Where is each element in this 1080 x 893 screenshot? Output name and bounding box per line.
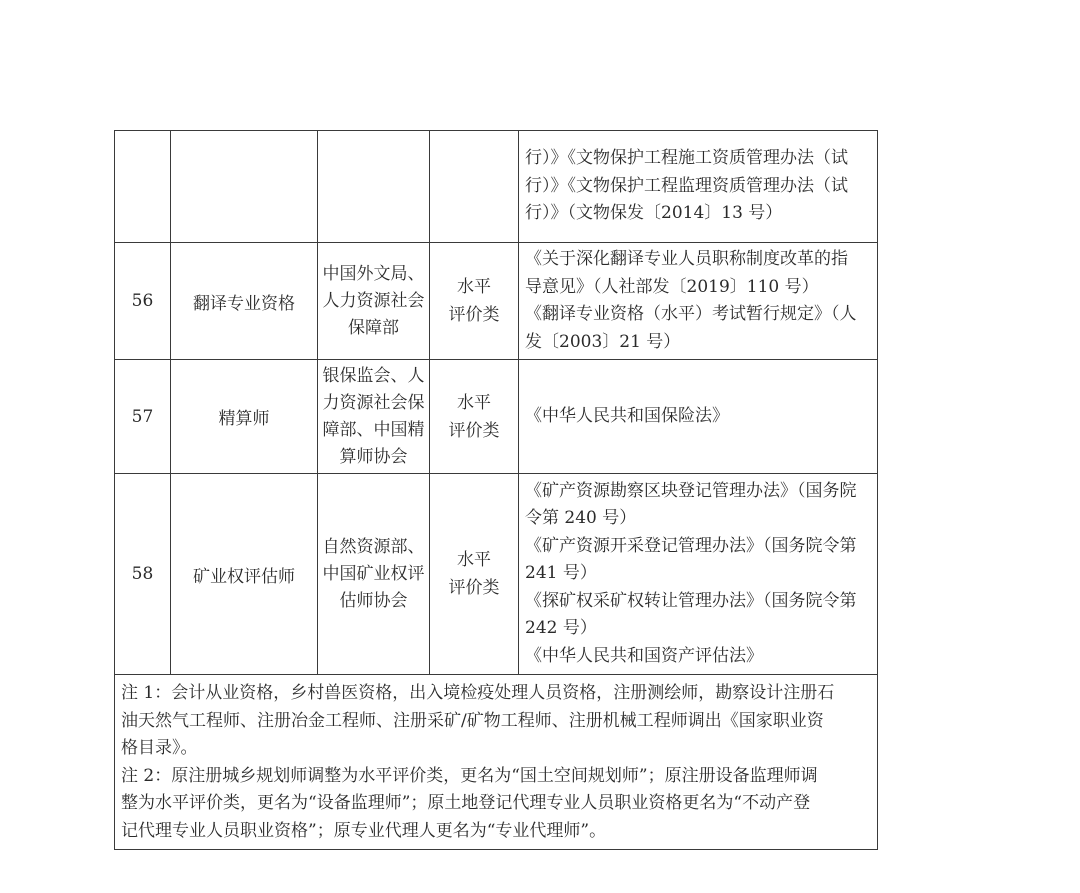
type-line: 水平 bbox=[457, 550, 491, 570]
basis-line: 发〔2003〕21 号） bbox=[525, 331, 681, 352]
basis-line: 《探矿权采矿权转让管理办法》（国务院令第 bbox=[525, 590, 857, 611]
note-line: 格目录》。 bbox=[121, 738, 198, 758]
basis-cell bbox=[519, 243, 878, 360]
type-line: 水平 bbox=[457, 392, 491, 413]
qualification-table bbox=[114, 130, 878, 850]
type-line: 评价类 bbox=[448, 420, 500, 441]
table-row bbox=[115, 474, 878, 675]
department-cell bbox=[318, 360, 430, 474]
type-cell bbox=[430, 131, 519, 243]
row-number-cell bbox=[115, 360, 171, 474]
type-cell bbox=[430, 243, 519, 360]
type-cell bbox=[430, 360, 519, 474]
department-line: 自然资源部、 bbox=[322, 536, 425, 557]
department-line: 障部、中国精 bbox=[322, 419, 425, 440]
basis-cell bbox=[519, 131, 878, 243]
department-line: 估师协会 bbox=[339, 590, 408, 611]
department-line: 中国外文局、 bbox=[322, 263, 425, 284]
basis-line: 242 号） bbox=[525, 618, 597, 639]
department-cell bbox=[318, 474, 430, 675]
row-number-cell bbox=[115, 243, 171, 360]
department-line: 保障部 bbox=[348, 317, 399, 338]
department-line: 中国矿业权评 bbox=[322, 563, 425, 584]
department-cell bbox=[318, 131, 430, 243]
row-number-cell bbox=[115, 474, 171, 675]
qualification-name-cell bbox=[171, 243, 318, 360]
type-line: 水平 bbox=[457, 277, 491, 297]
note-line: 整为水平评价类，更名为“设备监理师”；原土地登记代理专业人员职业资格更名为“不动产登 bbox=[121, 793, 811, 813]
basis-line: 《关于深化翻译专业人员职称制度改革的指 bbox=[525, 249, 848, 269]
department-line: 银保监会、人 bbox=[322, 365, 425, 386]
qualification-name: 翻译专业资格 bbox=[193, 293, 295, 314]
basis-line: 行）》《文物保护工程施工资质管理办法（试 bbox=[525, 148, 848, 169]
basis-line: 令第 240 号） bbox=[525, 508, 637, 529]
basis-line: 行）》（文物保发〔2014〕13 号） bbox=[525, 203, 783, 224]
table-row bbox=[115, 360, 878, 474]
basis-line: 《中华人民共和国资产评估法》 bbox=[525, 645, 763, 666]
basis-line: 导意见》（人社部发〔2019〕110 号） bbox=[525, 276, 819, 297]
basis-line: 《矿产资源开采登记管理办法》（国务院令第 bbox=[525, 535, 857, 556]
note-line: 油天然气工程师、注册冶金工程师、注册采矿/矿物工程师、注册机械工程师调出《国家职业资 bbox=[121, 710, 824, 731]
department-line: 算师协会 bbox=[339, 446, 408, 467]
basis-cell bbox=[519, 360, 878, 474]
note-line: 注 2：原注册城乡规划师调整为水平评价类，更名为“国土空间规划师”；原注册设备监理师调 bbox=[121, 765, 818, 786]
qualification-name-cell bbox=[171, 131, 318, 243]
department-line: 力资源社会保 bbox=[322, 392, 425, 413]
type-cell bbox=[430, 474, 519, 675]
note-line: 注 1：会计从业资格，乡村兽医资格，出入境检疫处理人员资格，注册测绘师，勘察设计注册石 bbox=[121, 683, 835, 703]
basis-line: 241 号） bbox=[525, 563, 597, 584]
row-number: 57 bbox=[131, 406, 154, 427]
note-line: 记代理专业人员职业资格”；原专业代理人更名为“专业代理师”。 bbox=[121, 820, 607, 841]
qualification-name: 矿业权评估师 bbox=[193, 566, 295, 587]
table-row bbox=[115, 131, 878, 243]
department-line: 人力资源社会 bbox=[322, 290, 425, 311]
notes-row bbox=[115, 675, 878, 850]
basis-line: 《矿产资源勘察区块登记管理办法》（国务院 bbox=[525, 480, 857, 501]
basis-cell bbox=[519, 474, 878, 675]
row-number-cell bbox=[115, 131, 171, 243]
row-number: 58 bbox=[131, 564, 154, 584]
type-line: 评价类 bbox=[448, 305, 500, 325]
qualification-name-cell bbox=[171, 360, 318, 474]
table-row bbox=[115, 243, 878, 360]
qualification-name: 精算师 bbox=[218, 409, 270, 429]
department-cell bbox=[318, 243, 430, 360]
notes-cell bbox=[115, 675, 878, 850]
basis-line: 《翻译专业资格（水平）考试暂行规定》（人 bbox=[525, 304, 857, 324]
basis-line: 《中华人民共和国保险法》 bbox=[525, 405, 729, 426]
qualification-name-cell bbox=[171, 474, 318, 675]
type-line: 评价类 bbox=[448, 578, 500, 598]
row-number: 56 bbox=[131, 291, 154, 311]
basis-line: 行）》《文物保护工程监理资质管理办法（试 bbox=[525, 175, 848, 196]
